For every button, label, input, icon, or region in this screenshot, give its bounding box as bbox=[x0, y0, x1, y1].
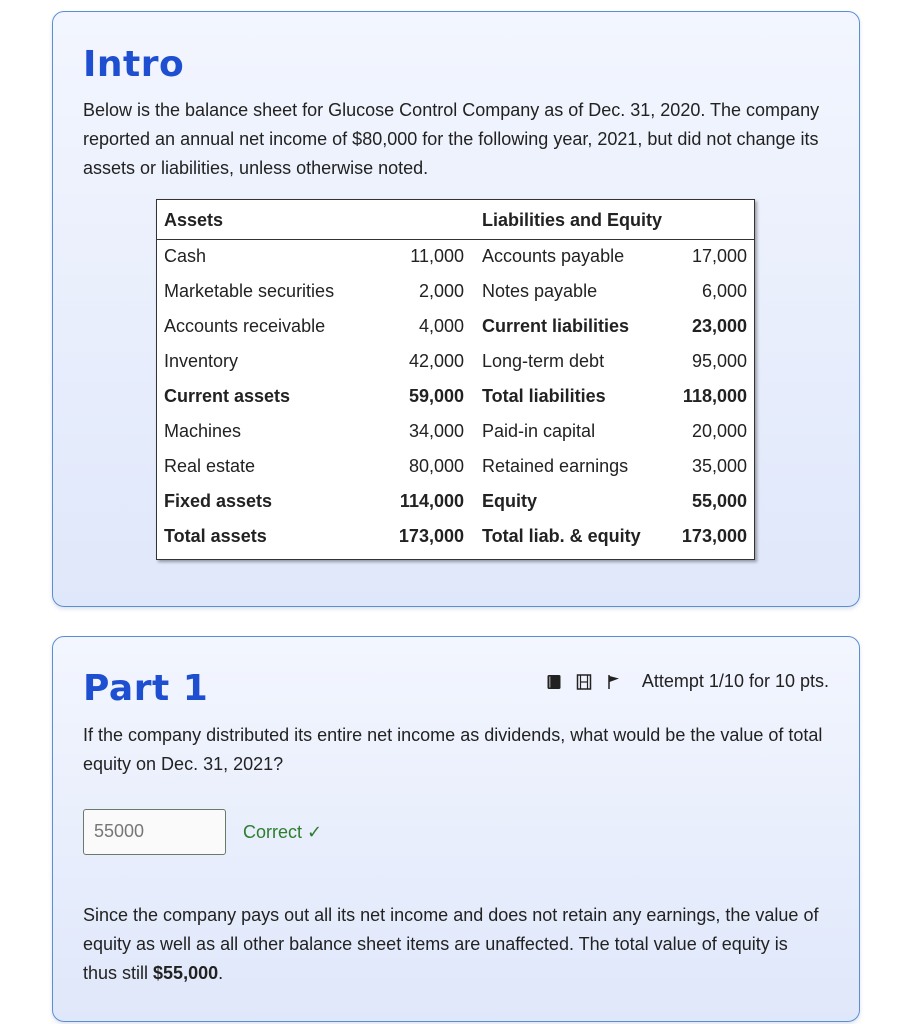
intro-text: Below is the balance sheet for Glucose Control Company as of Dec. 31, 2020. The company reported an annual net income of $80,000 for the following year, 2021, but did not change its assets or liabilities, unless otherwise noted. bbox=[83, 100, 820, 178]
asset-label: Inventory bbox=[164, 351, 239, 371]
asset-label: Current assets bbox=[164, 386, 291, 406]
assets-header: Assets bbox=[164, 210, 224, 230]
part1-card bbox=[52, 636, 860, 1022]
correct-status: Correct ✓ bbox=[243, 822, 323, 842]
liabilities-header: Liabilities and Equity bbox=[482, 210, 663, 230]
explanation-prefix: Since the company pays out all its net income and does not retain any earnings, the value of equity as well as all other balance sheet items are unaffected. The total value of equity is thus still bbox=[83, 905, 819, 983]
asset-label: Accounts receivable bbox=[164, 316, 326, 336]
liability-value: 55,000 bbox=[691, 491, 747, 511]
asset-value: 42,000 bbox=[408, 351, 464, 371]
attempt-counter: Attempt 1/10 for 10 pts. bbox=[641, 671, 829, 691]
asset-value: 59,000 bbox=[408, 386, 464, 406]
question-text: If the company distributed its entire net income as dividends, what would be the value of total equity on Dec. 31, 2021? bbox=[83, 725, 823, 774]
asset-label: Real estate bbox=[164, 456, 256, 476]
asset-label: Total assets bbox=[164, 526, 267, 546]
liability-label: Current liabilities bbox=[482, 316, 630, 336]
balance-sheet-table bbox=[156, 199, 755, 560]
liability-value: 173,000 bbox=[681, 526, 747, 546]
explanation-answer: $55,000 bbox=[153, 963, 219, 983]
liability-value: 20,000 bbox=[691, 421, 747, 441]
liability-label: Notes payable bbox=[482, 281, 598, 301]
asset-value: 34,000 bbox=[408, 421, 464, 441]
liability-label: Accounts payable bbox=[482, 246, 625, 266]
liability-value: 17,000 bbox=[691, 246, 747, 266]
flag-icon[interactable] bbox=[606, 674, 622, 690]
liability-label: Paid-in capital bbox=[482, 421, 596, 441]
asset-label: Fixed assets bbox=[164, 491, 273, 511]
intro-title: Intro bbox=[83, 44, 185, 85]
part1-title: Part 1 bbox=[83, 668, 209, 709]
book-icon[interactable] bbox=[546, 674, 562, 690]
liability-label: Total liab. & equity bbox=[482, 526, 641, 546]
asset-value: 4,000 bbox=[418, 316, 464, 336]
explanation-text bbox=[83, 901, 823, 988]
intro-card bbox=[52, 11, 860, 607]
asset-value: 173,000 bbox=[398, 526, 464, 546]
liability-value: 118,000 bbox=[682, 386, 747, 406]
liability-value: 35,000 bbox=[691, 456, 747, 476]
asset-value: 2,000 bbox=[418, 281, 464, 301]
liability-label: Total liabilities bbox=[482, 386, 606, 406]
film-icon[interactable] bbox=[576, 674, 592, 690]
explanation-suffix: . bbox=[218, 963, 224, 983]
asset-label: Machines bbox=[164, 421, 242, 441]
asset-label: Cash bbox=[164, 246, 207, 266]
liability-value: 6,000 bbox=[701, 281, 747, 301]
liability-label: Retained earnings bbox=[482, 456, 629, 476]
answer-input[interactable]: 55000 bbox=[83, 809, 226, 855]
asset-value: 114,000 bbox=[399, 491, 464, 511]
liability-value: 95,000 bbox=[691, 351, 747, 371]
liability-label: Equity bbox=[482, 491, 538, 511]
part-toolbar bbox=[546, 671, 829, 692]
liability-value: 23,000 bbox=[691, 316, 747, 336]
asset-label: Marketable securities bbox=[164, 281, 335, 301]
liability-label: Long-term debt bbox=[482, 351, 605, 371]
asset-value: 11,000 bbox=[410, 246, 464, 266]
balance-sheet-header bbox=[157, 200, 754, 240]
asset-value: 80,000 bbox=[408, 456, 464, 476]
